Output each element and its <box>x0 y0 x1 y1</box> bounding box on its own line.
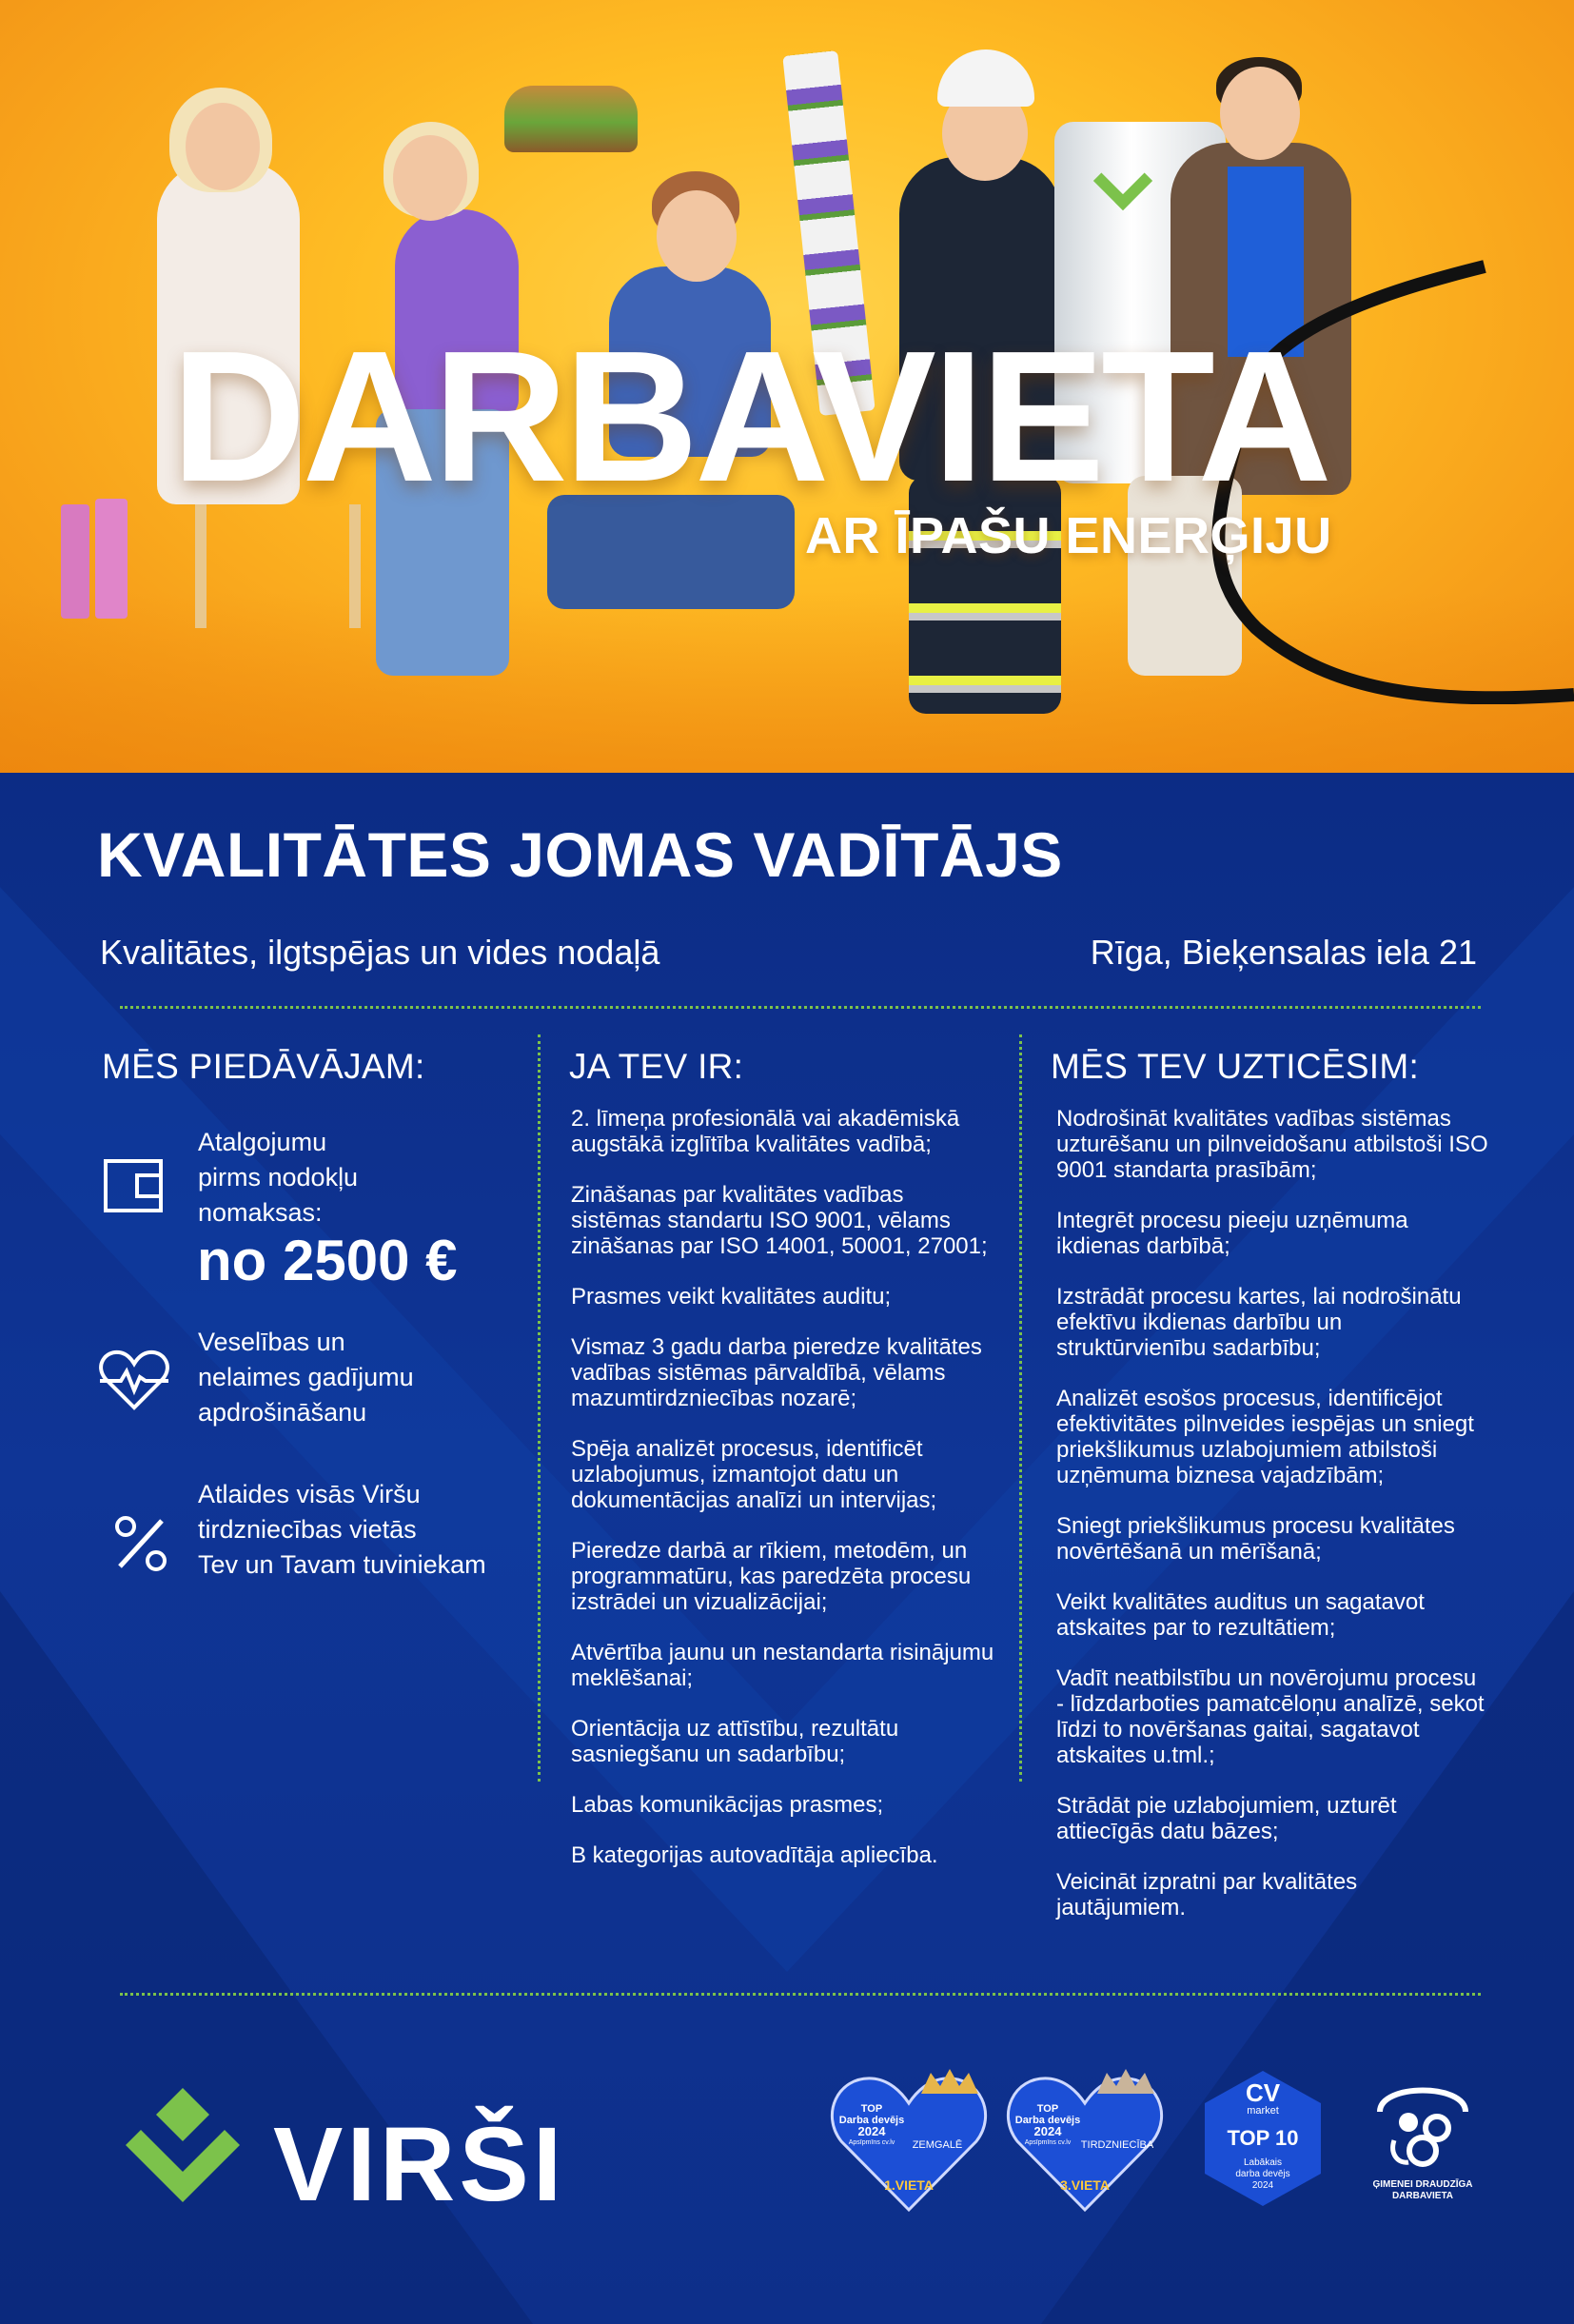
list-item: Atvērtība jaunu un nestandarta risinājumu meklēšanai; <box>571 1640 994 1691</box>
list-item: Veicināt izpratni par kvalitātes jautājumiem. <box>1056 1869 1358 1920</box>
badge-line <box>1210 2157 1315 2192</box>
discount-line: Atlaides visās Viršu <box>198 1480 421 1508</box>
list-item: Vadīt neatbilstību un novērojumu procesu - līdzdarboties pamatcēloņu analīzē, sekot līdzi to novēršanas gaitai, sagatavot atskaites u.tml.; <box>1056 1665 1485 1768</box>
insurance-line: apdrošināšanu <box>198 1398 367 1427</box>
badge-rank: TOP 10 <box>1227 2126 1299 2150</box>
badge-org: Apsīpmīns cv.lv <box>1024 2139 1072 2146</box>
badge-line-1: Labākais <box>1243 2157 1283 2168</box>
duties-heading: MĒS TEV UZTICĒSIM: <box>1051 1047 1420 1086</box>
column-divider <box>538 1034 541 1782</box>
list-item: Spēja analizēt procesus, identificēt uzlabojumus, izmantojot datu un dokumentācijas analīzi un intervijas; <box>571 1436 937 1513</box>
list-item: Veikt kvalitātes auditus un sagatavot atskaites par to rezultātiem; <box>1056 1589 1425 1641</box>
badge-region: TIRDZNIECĪBA <box>1080 2139 1154 2151</box>
list-item: Sniegt priekšlikumus procesu kvalitātes novērtēšanā un mērīšanā; <box>1056 1513 1455 1565</box>
sandwich-tray <box>504 86 638 152</box>
requirements-heading: JA TEV IR: <box>569 1047 744 1086</box>
badge-year: 2024 <box>1033 2124 1062 2138</box>
badge-cv-brand2: market <box>1247 2105 1279 2117</box>
badge-org: Apsīpmīns cv.lv <box>848 2139 895 2146</box>
list-item: Izstrādāt procesu kartes, lai nodrošinātu efektīvu ikdienas darbību un struktūrvienību sadarbību; <box>1056 1284 1462 1361</box>
badge-place: 3.VIETA <box>1060 2177 1110 2193</box>
stool <box>195 504 361 628</box>
badge-place: 1.VIETA <box>884 2177 934 2193</box>
divider <box>120 1006 1481 1009</box>
badge-region: ZEMGALĒ <box>912 2139 963 2151</box>
hero-subtitle: AR ĪPAŠU ENERĢIJU <box>805 507 1332 564</box>
list-item: Orientācija uz attīstību, rezultātu sasniegšanu un sadarbību; <box>571 1716 899 1767</box>
department: Kvalitātes, ilgtspējas un vides nodaļā <box>100 933 660 972</box>
virsi-logo-text: VIRŠI <box>273 2106 566 2223</box>
wallet-icon <box>103 1158 164 1213</box>
discount-line: tirdzniecības vietās <box>198 1515 417 1544</box>
column-divider <box>1019 1034 1022 1782</box>
list-item: Nodrošināt kvalitātes vadības sistēmas uzturēšanu un pilnveidošanu atbilstoši ISO 9001 standarta prasībām; <box>1056 1106 1488 1183</box>
binder-icon <box>61 504 89 619</box>
insurance-line: nelaimes gadījumu <box>198 1363 414 1391</box>
head <box>657 190 737 282</box>
list-item: Zināšanas par kvalitātes vadības sistēmas standartu ISO 9001, vēlams zināšanas par ISO 14001, 50001, 27001; <box>571 1182 988 1259</box>
family-friendly-line: ĢIMENEI DRAUDZĪGA <box>1372 2179 1473 2190</box>
salary-label-line: pirms nodokļu <box>198 1163 359 1192</box>
heart-pulse-icon <box>98 1349 170 1411</box>
badge-year: 2024 <box>1251 2180 1274 2191</box>
family-friendly-logo-icon <box>1370 2069 1475 2174</box>
badge-line: Darba devējs <box>1014 2115 1081 2126</box>
badge-cv-brand: CV <box>1245 2078 1281 2107</box>
badge-line-2: darba devējs <box>1235 2169 1290 2179</box>
badge-year: 2024 <box>857 2124 886 2138</box>
badge-line: Darba devējs <box>838 2115 905 2126</box>
salary-label-line: nomaksas: <box>198 1198 323 1227</box>
list-item: Pieredze darbā ar rīkiem, metodēm, un programmatūru, kas paredzēta procesu izstrādei un vizualizācijai; <box>571 1538 972 1615</box>
insurance-line: Veselības un <box>198 1328 345 1356</box>
binder-icon <box>95 499 128 619</box>
list-item: Labas komunikācijas prasmes; <box>571 1792 884 1818</box>
salary-label <box>198 1125 358 1231</box>
family-friendly-text <box>1356 2179 1489 2202</box>
discount-line: Tev un Tavam tuviniekam <box>198 1550 486 1579</box>
list-item: Integrēt procesu pieeju uzņēmuma ikdienas darbībā; <box>1056 1208 1408 1259</box>
family-friendly-line: DARBAVIETA <box>1391 2191 1454 2201</box>
hero-banner <box>0 0 1574 773</box>
list-item: Prasmes veikt kvalitātes auditu; <box>571 1284 892 1310</box>
salary-label-line: Atalgojumu <box>198 1128 327 1156</box>
insurance-text <box>198 1325 414 1430</box>
list-item: 2. līmeņa profesionālā vai akadēmiskā augstākā izglītība kvalitātes vadībā; <box>571 1106 960 1157</box>
job-title: KVALITĀTES JOMAS VADĪTĀJS <box>97 819 1063 890</box>
list-item: Vismaz 3 gadu darba pieredze kvalitātes vadības sistēmas pārvaldībā, vēlams mazumtirdzniecības nozarē; <box>571 1334 982 1411</box>
duties-list <box>1056 1106 1489 1945</box>
job-details-panel <box>0 773 1574 2324</box>
badge-text <box>836 2103 908 2149</box>
percent-icon <box>112 1515 169 1572</box>
head <box>393 135 467 221</box>
salary-value: no 2500 € <box>197 1229 458 1292</box>
list-item: Strādāt pie uzlabojumiem, uzturēt attiecīgās datu bāzes; <box>1056 1793 1397 1844</box>
offer-heading: MĒS PIEDĀVĀJAM: <box>102 1047 425 1086</box>
location: Rīga, Bieķensalas iela 21 <box>1090 933 1477 972</box>
helmet-icon <box>937 49 1034 107</box>
virsi-logo-icon <box>122 2084 244 2206</box>
badge-top: TOP <box>1036 2103 1059 2115</box>
divider <box>120 1993 1481 1996</box>
head <box>1220 67 1300 160</box>
discount-text <box>198 1477 486 1583</box>
list-item: Analizēt esošos procesus, identificējot efektivitātes pilnveides iespējas un sniegt priekšlikumus uzlabojumiem atbilstoši uzņēmuma biznesa vajadzībām; <box>1056 1386 1474 1488</box>
badge-top: TOP <box>860 2103 883 2115</box>
hero-title: DARBAVIETA <box>171 312 1328 521</box>
list-item: B kategorijas autovadītāja apliecība. <box>571 1842 938 1868</box>
requirements-list <box>571 1106 999 1893</box>
head <box>186 103 260 190</box>
